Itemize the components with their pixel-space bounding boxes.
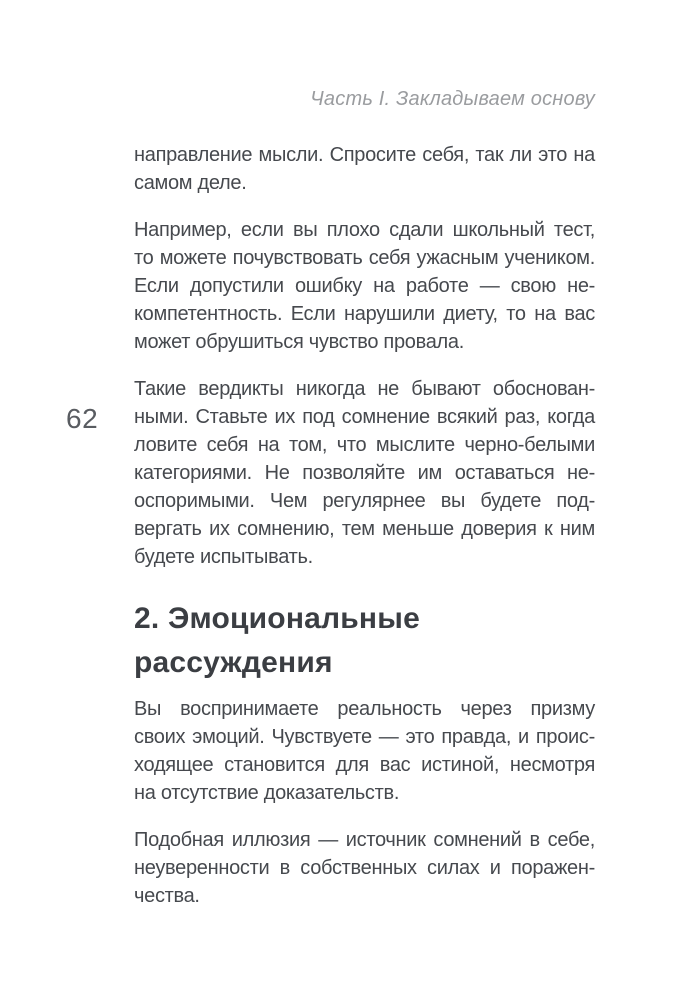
paragraph: Подобная иллюзия — источник сомнений в себе, неуверенности в собственных силах и поражен- чества. bbox=[134, 829, 595, 907]
text-column bbox=[134, 141, 595, 929]
running-header: Часть I. Закладываем основу bbox=[310, 88, 595, 110]
paragraph: Такие вердикты никогда не бывают обоснован- ными. Ставьте их под сомнение всякий раз, когда ловите себя на том, что мыслите черно-белыми категориями. Не позволяйте им оставаться не- оспоримыми. Чем регулярнее вы будете под- вергать их сомнению, тем меньше доверия к ним будете испытывать. bbox=[134, 378, 595, 568]
paragraph: Например, если вы плохо сдали школьный тест, то можете почувствовать себя ужасным учеником. Если допустили ошибку на работе — свою не- компетентность. Если нарушили диету, то на вас может обрушиться чувство провала. bbox=[134, 219, 595, 353]
page-number: 62 bbox=[66, 403, 99, 434]
paragraph: Вы воспринимаете реальность через призму своих эмоций. Чувствуете — это правда, и проис- ходящее становится для вас истиной, несмотря на отсутствие доказательств. bbox=[134, 698, 595, 804]
section-heading: 2. Эмоциональные рассуждения bbox=[134, 602, 420, 679]
paragraph: направление мысли. Спросите себя, так ли это на самом деле. bbox=[134, 144, 595, 194]
